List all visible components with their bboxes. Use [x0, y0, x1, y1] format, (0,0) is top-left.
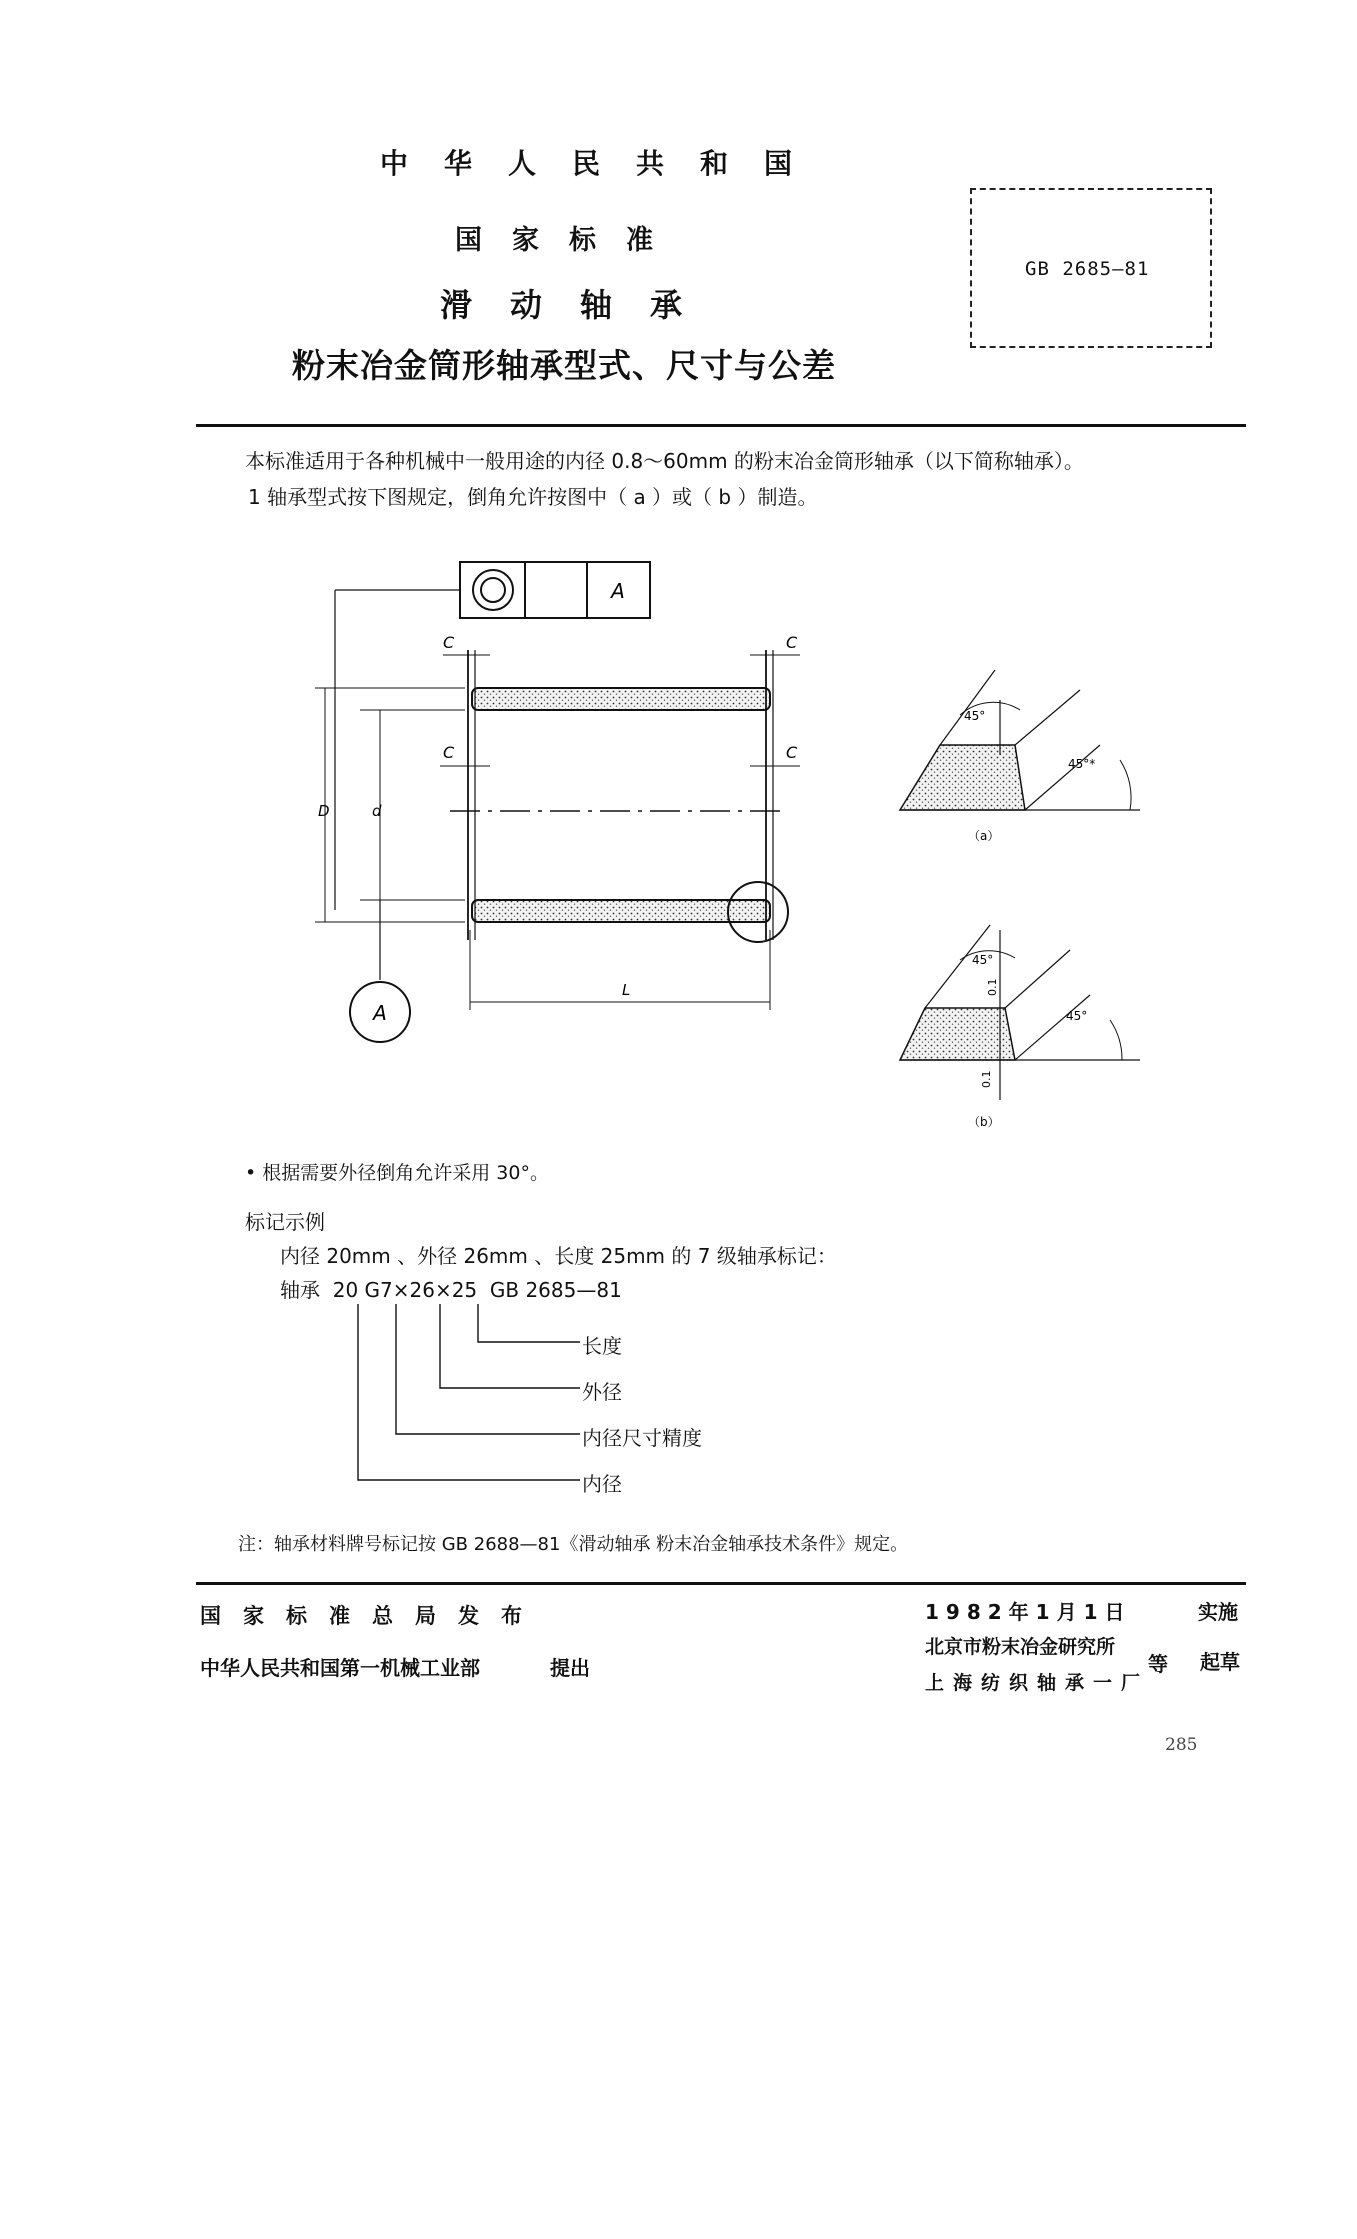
example-mark: 轴承 20 G7×26×25 GB 2685—81 [280, 1278, 622, 1302]
issuing-authority: 国家标准总局发布 [200, 1604, 544, 1628]
mark-leader-lines [340, 1302, 600, 1497]
implementation-action: 实施 [1198, 1600, 1238, 1624]
angle-a-1: 45° [964, 709, 986, 723]
detail-b [900, 925, 1140, 1129]
label-inner-precision: 内径尺寸精度 [582, 1426, 702, 1450]
dim-01-bottom: 0.1 [980, 1070, 993, 1088]
drafter-etc: 等 [1148, 1652, 1168, 1676]
subject-heading: 滑动轴承 [440, 286, 721, 324]
angle-b-2: 45° [1066, 1009, 1088, 1023]
dim-L: L [622, 981, 631, 999]
material-note: 注：轴承材料牌号标记按 GB 2688—81《滑动轴承 粉末冶金轴承技术条件》规定。 [238, 1534, 909, 1555]
drafting-action: 起草 [1200, 1650, 1240, 1674]
bearing-section [450, 650, 788, 942]
dim-01-top: 0.1 [986, 978, 999, 996]
clause-1: 1 轴承型式按下图规定，倒角允许按图中（ a ）或（ b ）制造。 [248, 485, 818, 509]
page-number: 285 [1165, 1735, 1198, 1755]
national-standard-label: 国家标准 [455, 225, 683, 256]
footnote: • 根据需要外径倒角允许采用 30°。 [245, 1162, 549, 1184]
header-rule [196, 424, 1246, 427]
caption-a: （a） [968, 829, 1000, 843]
frame-datum: A [611, 579, 625, 603]
footer-rule [196, 1582, 1246, 1585]
coaxiality-icon [473, 570, 513, 610]
implementation-date: 1982年1月1日 [925, 1600, 1132, 1624]
chamfer-c-2: C [786, 633, 798, 652]
chamfer-c-1: C [443, 633, 455, 652]
country-name: 中华人民共和国 [380, 147, 829, 180]
bearing-drawing [300, 540, 1140, 1140]
angle-b-1: 45° [972, 953, 994, 967]
document-title: 粉末冶金筒形轴承型式、尺寸与公差 [292, 346, 836, 385]
label-inner-diameter: 内径 [582, 1472, 622, 1496]
scope-paragraph: 本标准适用于各种机械中一般用途的内径 0.8～60mm 的粉末冶金筒形轴承（以下简称轴承）。 [245, 449, 1084, 473]
drafter-2: 上海纺织轴承一厂 [925, 1672, 1150, 1694]
example-description: 内径 20mm 、外径 26mm 、长度 25mm 的 7 级轴承标记： [280, 1244, 837, 1268]
datum-a-label: A [373, 1001, 387, 1025]
drafter-1: 北京市粉末冶金研究所 [925, 1636, 1116, 1658]
angle-a-2: 45°* [1068, 757, 1096, 771]
dim-d: d [372, 802, 382, 820]
dim-D: D [318, 802, 330, 820]
coaxiality-frame [335, 562, 650, 910]
standard-code: GB 2685—81 [1025, 258, 1150, 280]
chamfer-c-4: C [786, 743, 798, 762]
length-dimension [470, 930, 770, 1010]
detail-a [900, 670, 1140, 843]
caption-b: （b） [968, 1115, 1000, 1129]
diameter-dimensions [315, 688, 465, 1042]
chamfer-c-3: C [443, 743, 455, 762]
proposer-action: 提出 [550, 1656, 590, 1680]
label-length: 长度 [582, 1334, 622, 1358]
example-title: 标记示例 [245, 1210, 325, 1234]
proposing-authority: 中华人民共和国第一机械工业部 [200, 1656, 480, 1680]
label-outer-diameter: 外径 [582, 1380, 622, 1404]
